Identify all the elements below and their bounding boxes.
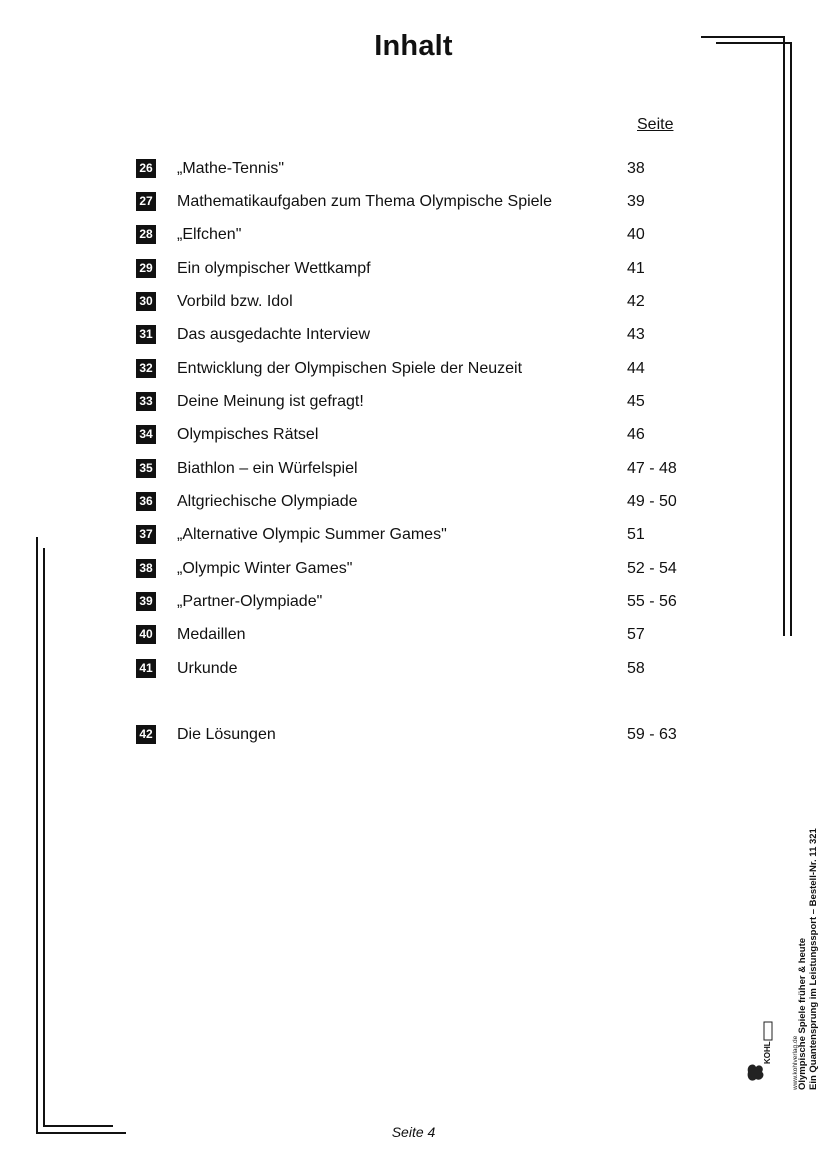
publisher-url: www.kohlverlag.de — [792, 1035, 799, 1090]
toc-entry[interactable] — [0, 292, 760, 314]
toc-entry[interactable] — [0, 525, 760, 547]
frame-line — [716, 42, 792, 44]
frame-line — [701, 36, 785, 38]
entry-title: „Elfchen" — [177, 226, 242, 243]
toc-entry[interactable] — [0, 392, 760, 414]
entry-page: 40 — [627, 226, 645, 243]
chapter-number-badge: 26 — [136, 159, 156, 178]
toc-entry[interactable] — [0, 725, 760, 747]
chapter-number-badge: 35 — [136, 459, 156, 478]
entry-title: Olympisches Rätsel — [177, 426, 319, 443]
entry-page: 44 — [627, 360, 645, 377]
chapter-number-badge: 38 — [136, 559, 156, 578]
toc-entry[interactable] — [0, 492, 760, 514]
entry-page: 59 - 63 — [627, 726, 677, 743]
logo-text: KOHL — [763, 1041, 772, 1064]
chapter-number-badge: 39 — [136, 592, 156, 611]
entry-page: 45 — [627, 393, 645, 410]
frame-line — [783, 36, 785, 636]
entry-title: Altgriechische Olympiade — [177, 493, 358, 510]
publisher-logo — [744, 1020, 774, 1086]
entry-page: 46 — [627, 426, 645, 443]
frame-line — [43, 548, 45, 1127]
chapter-number-badge: 42 — [136, 725, 156, 744]
entry-page: 42 — [627, 293, 645, 310]
toc-entry[interactable] — [0, 559, 760, 581]
chapter-number-badge: 28 — [136, 225, 156, 244]
entry-title: Das ausgedachte Interview — [177, 326, 370, 343]
entry-page: 38 — [627, 160, 645, 177]
entry-page: 52 - 54 — [627, 560, 677, 577]
toc-entry[interactable] — [0, 659, 760, 681]
toc-entry[interactable] — [0, 325, 760, 347]
chapter-number-badge: 32 — [136, 359, 156, 378]
toc-entry[interactable] — [0, 259, 760, 281]
page-number-footer: Seite 4 — [391, 1124, 436, 1140]
entry-title: Mathematikaufgaben zum Thema Olympische Spiele — [177, 193, 552, 210]
entry-page: 57 — [627, 626, 645, 643]
entry-title: Vorbild bzw. Idol — [177, 293, 293, 310]
entry-page: 39 — [627, 193, 645, 210]
series-title: Olympische Spiele früher & heute — [797, 937, 808, 1090]
publication-info — [797, 828, 819, 1090]
toc-entry[interactable] — [0, 425, 760, 447]
entry-page: 51 — [627, 526, 645, 543]
chapter-number-badge: 41 — [136, 659, 156, 678]
toc-entry[interactable] — [0, 192, 760, 214]
entry-title: Ein olympischer Wettkampf — [177, 260, 371, 277]
chapter-number-badge: 34 — [136, 425, 156, 444]
entry-page: 58 — [627, 660, 645, 677]
entry-title: Entwicklung der Olympischen Spiele der Neuzeit — [177, 360, 523, 377]
entry-title: „Partner-Olympiade" — [177, 593, 323, 610]
toc-entry[interactable] — [0, 592, 760, 614]
frame-line — [36, 537, 38, 1134]
entry-page: 49 - 50 — [627, 493, 677, 510]
toc-entry[interactable] — [0, 625, 760, 647]
entry-title: Die Lösungen — [177, 726, 276, 743]
chapter-number-badge: 33 — [136, 392, 156, 411]
toc-entry[interactable] — [0, 359, 760, 381]
entry-page: 55 - 56 — [627, 593, 677, 610]
entry-page: 41 — [627, 260, 645, 277]
page-title: Inhalt — [374, 30, 453, 62]
entry-title: Medaillen — [177, 626, 246, 643]
entry-title: „Alternative Olympic Summer Games" — [177, 526, 447, 543]
order-info: Ein Quantensprung im Leistungssport – Bestell-Nr. 11 321 — [808, 828, 819, 1090]
toc-entry[interactable] — [0, 225, 760, 247]
frame-line — [790, 42, 792, 636]
entry-page: 43 — [627, 326, 645, 343]
toc-entry[interactable] — [0, 159, 760, 181]
chapter-number-badge: 36 — [136, 492, 156, 511]
chapter-number-badge: 37 — [136, 525, 156, 544]
page-column-header: Seite — [637, 116, 674, 133]
entry-title: „Mathe-Tennis" — [177, 160, 285, 177]
entry-title: „Olympic Winter Games" — [177, 560, 353, 577]
chapter-number-badge: 31 — [136, 325, 156, 344]
entry-page: 47 - 48 — [627, 460, 677, 477]
entry-title: Deine Meinung ist gefragt! — [177, 393, 364, 410]
chapter-number-badge: 27 — [136, 192, 156, 211]
toc-entry[interactable] — [0, 459, 760, 481]
entry-title: Biathlon – ein Würfelspiel — [177, 460, 358, 477]
entry-title: Urkunde — [177, 660, 238, 677]
chapter-number-badge: 40 — [136, 625, 156, 644]
chapter-number-badge: 30 — [136, 292, 156, 311]
chapter-number-badge: 29 — [136, 259, 156, 278]
